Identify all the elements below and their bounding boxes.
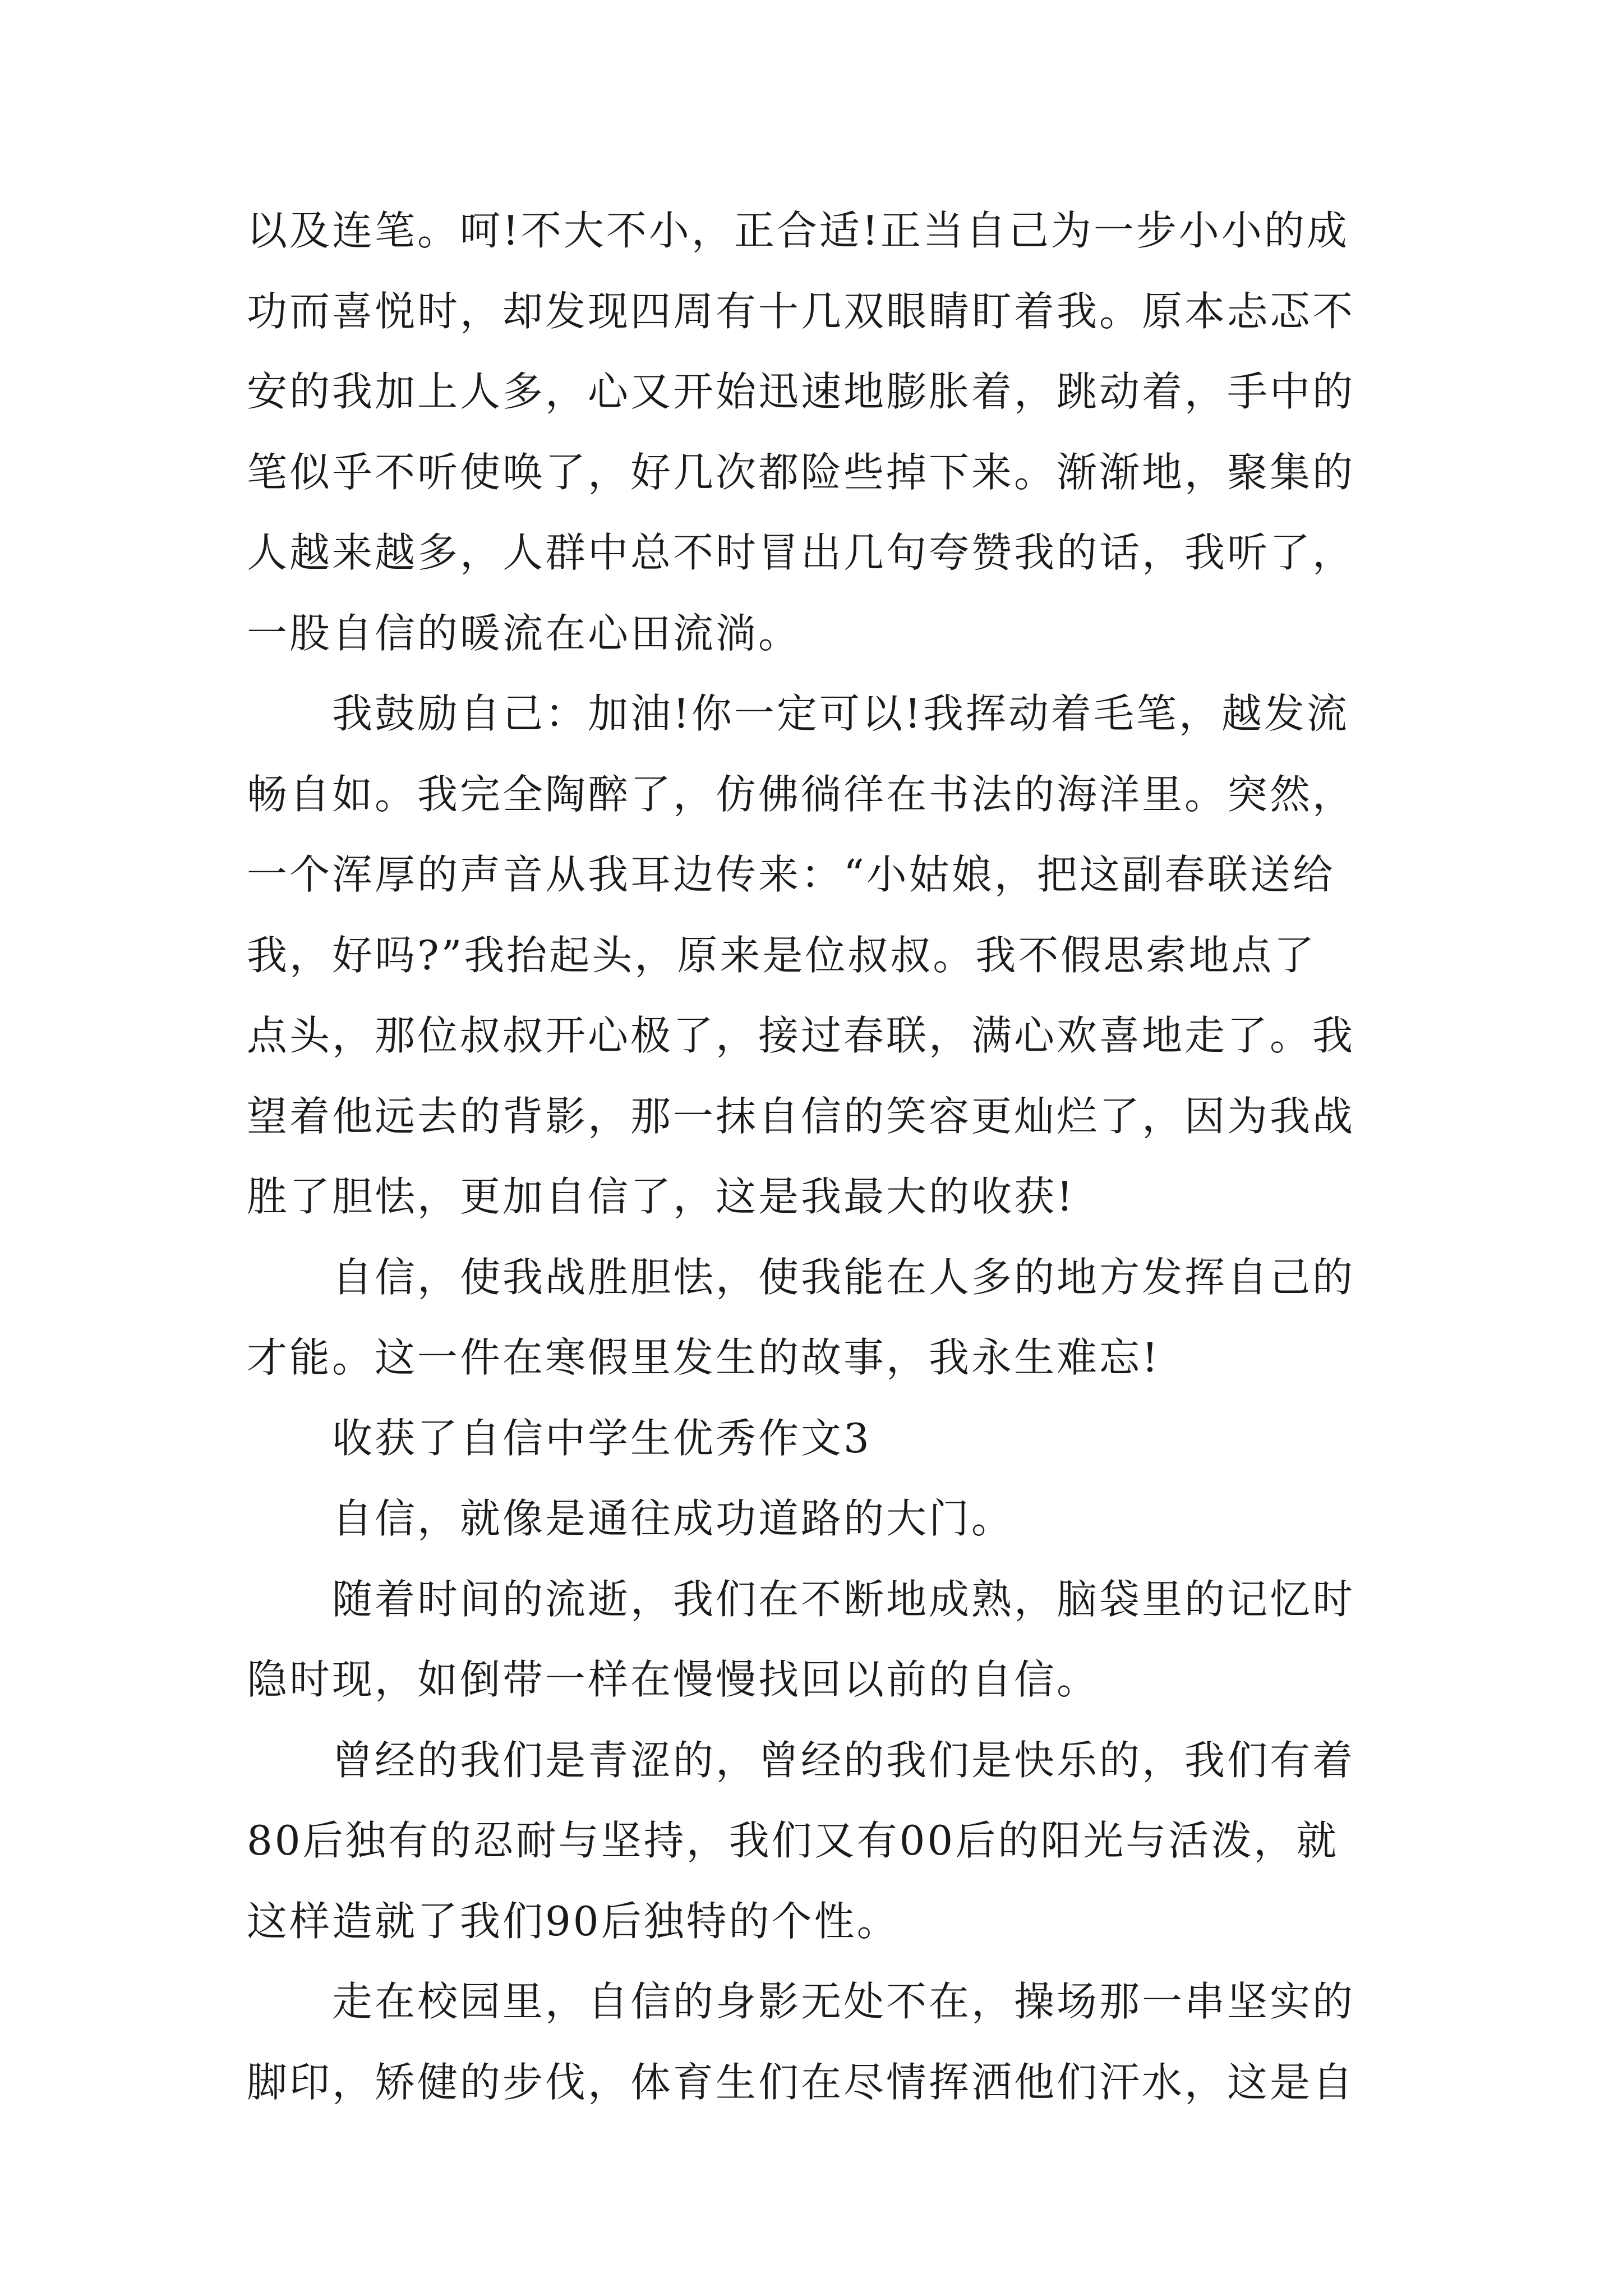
text-line: 一个浑厚的声音从我耳边传来：“小姑娘，把这副春联送给 <box>247 851 1335 898</box>
text-line: 随着时间的流逝，我们在不断地成熟，脑袋里的记忆时 <box>332 1575 1355 1623</box>
text-line: 自信，使我战胜胆怯，使我能在人多的地方发挥自己的 <box>332 1253 1355 1301</box>
text-line: 才能。这一件在寒假里发生的故事，我永生难忘! <box>247 1334 1160 1381</box>
text-line: 畅自如。我完全陶醉了，仿佛徜徉在书法的海洋里。突然， <box>247 770 1355 818</box>
paragraph <box>247 1237 1385 1398</box>
text-line: 安的我加上人多，心又开始迅速地膨胀着，跳动着，手中的 <box>247 368 1355 415</box>
text-line: 脚印，矫健的步伐，体育生们在尽情挥洒他们汗水，这是自 <box>247 2058 1355 2106</box>
text-line: 一股自信的暖流在心田流淌。 <box>247 609 801 657</box>
text-line: 以及连笔。呵!不大不小，正合适!正当自己为一步小小的成 <box>247 207 1349 254</box>
paragraph <box>247 674 1385 1237</box>
text-line: 胜了胆怯，更加自信了，这是我最大的收获! <box>247 1173 1075 1220</box>
text-line: 望着他远去的背影，那一抹自信的笑容更灿烂了，因为我战 <box>247 1092 1355 1140</box>
paragraph <box>247 1559 1385 1720</box>
paragraph <box>247 1962 1385 2123</box>
text-line: 我，好吗?”我抬起头，原来是位叔叔。我不假思索地点了 <box>247 931 1317 979</box>
text-line: 曾经的我们是青涩的，曾经的我们是快乐的，我们有着 <box>332 1736 1355 1784</box>
text-line: 点头，那位叔叔开心极了，接过春联，满心欢喜地走了。我 <box>247 1012 1355 1059</box>
text-line: 功而喜悦时，却发现四周有十几双眼睛盯着我。原本忐忑不 <box>247 287 1355 335</box>
paragraph <box>247 191 1385 674</box>
text-line: 人越来越多，人群中总不时冒出几句夸赞我的话，我听了， <box>247 529 1355 576</box>
text-line: 隐时现，如倒带一样在慢慢找回以前的自信。 <box>247 1656 1100 1703</box>
paragraph <box>247 1479 1385 1559</box>
heading-line: 收获了自信中学生优秀作文3 <box>332 1414 872 1462</box>
text-line: 自信，就像是通往成功道路的大门。 <box>332 1495 1015 1542</box>
essay-body <box>247 191 1385 2123</box>
text-line: 这样造就了我们90后独特的个性。 <box>247 1897 900 1945</box>
text-line: 我鼓励自己：加油!你一定可以!我挥动着毛笔，越发流 <box>332 690 1349 737</box>
paragraph <box>247 1720 1385 1962</box>
essay-heading <box>247 1398 1385 1479</box>
text-line: 走在校园里，自信的身影无处不在，操场那一串坚实的 <box>332 1978 1355 2025</box>
text-line: 80后独有的忍耐与坚持，我们又有00后的阳光与活泼，就 <box>247 1817 1339 1864</box>
text-line: 笔似乎不听使唤了，好几次都险些掉下来。渐渐地，聚集的 <box>247 448 1355 496</box>
